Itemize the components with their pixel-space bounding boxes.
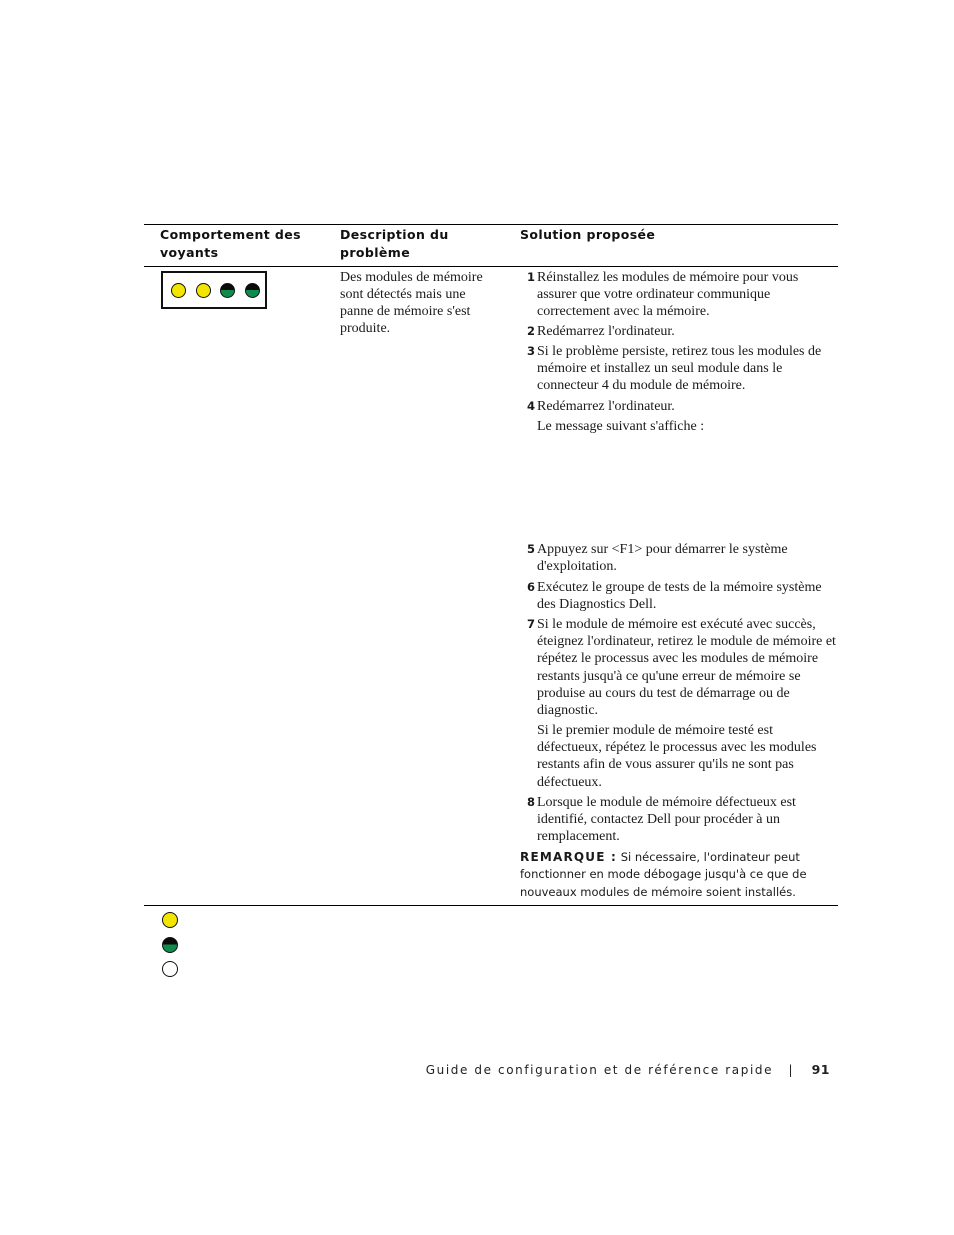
footer-title: Guide de configuration et de référence rapide — [425, 1063, 774, 1077]
step-number: 4 — [527, 399, 536, 413]
solution-step — [527, 323, 837, 340]
solution-step — [527, 343, 837, 395]
step-number: 8 — [527, 795, 536, 809]
legend-yellow-icon — [162, 912, 178, 928]
led-panel — [161, 271, 267, 309]
solution-step — [527, 541, 837, 575]
step-text: Redémarrez l'ordinateur. — [537, 399, 675, 414]
table-top-rule — [144, 224, 838, 225]
page-number: 91 — [811, 1062, 830, 1077]
footer-separator: | — [788, 1063, 795, 1077]
step-number: 3 — [527, 344, 536, 358]
solution-step — [527, 398, 837, 415]
step-text: Réinstallez les modules de mémoire pour vous assurer que votre ordinateur communique correctement avec la mémoire. — [537, 270, 799, 320]
led-yellow-icon — [196, 283, 211, 298]
table-header-rule — [144, 266, 838, 267]
step-number: 5 — [527, 542, 536, 556]
led-yellow-icon — [171, 283, 186, 298]
step-text: Si le module de mémoire est exécuté avec succès, éteignez l'ordinateur, retirez le module de mémoire et répétez le processus avec les modules de mémoire restants jusqu'à ce qu'une erreur de mémoire se produise au cours du test de démarrage ou de diagnostic. — [537, 617, 836, 719]
solution-step — [527, 269, 837, 321]
step-text: Exécutez le groupe de tests de la mémoire système des Diagnostics Dell. — [537, 580, 822, 613]
solution-step — [527, 616, 837, 719]
step-number: 2 — [527, 324, 536, 338]
note-remark — [520, 849, 820, 901]
problem-description: Des modules de mémoire sont détectés mais une panne de mémoire s'est produite. — [340, 270, 483, 336]
step4-followup: Le message suivant s'affiche : — [537, 419, 705, 434]
legend-green-icon — [162, 937, 178, 953]
solution-step — [527, 794, 837, 846]
table-bottom-rule — [144, 905, 838, 906]
step-number: 1 — [527, 270, 536, 284]
step-number: 7 — [527, 617, 536, 631]
header-problem-description: Description du problème — [340, 227, 449, 260]
header-led-behavior: Comportement des voyants — [160, 227, 301, 260]
step-number: 6 — [527, 580, 536, 594]
page-footer — [426, 1062, 830, 1077]
led-green-icon — [220, 283, 235, 298]
step-text: Si le problème persiste, retirez tous les modules de mémoire et installez un seul module dans le connecteur 4 du module de mémoire. — [537, 344, 822, 394]
step-text: Appuyez sur <F1> pour démarrer le système d'exploitation. — [537, 542, 788, 575]
legend-off-icon — [162, 961, 178, 977]
note-label: REMARQUE : — [520, 850, 618, 864]
solution-step — [527, 579, 837, 613]
step-text: Redémarrez l'ordinateur. — [537, 324, 675, 339]
step-text: Lorsque le module de mémoire défectueux est identifié, contactez Dell pour procéder à un remplacement. — [537, 795, 796, 845]
step7-followup: Si le premier module de mémoire testé est défectueux, répétez le processus avec les modules restants afin de vous assurer qu'ils ne sont pas défectueux. — [537, 723, 817, 790]
note-text: Si nécessaire, l'ordinateur peut fonctionner en mode débogage jusqu'à ce que de nouveaux modules de mémoire soient installés. — [520, 850, 807, 899]
led-green-icon — [245, 283, 260, 298]
header-suggested-solution: Solution proposée — [520, 227, 656, 242]
